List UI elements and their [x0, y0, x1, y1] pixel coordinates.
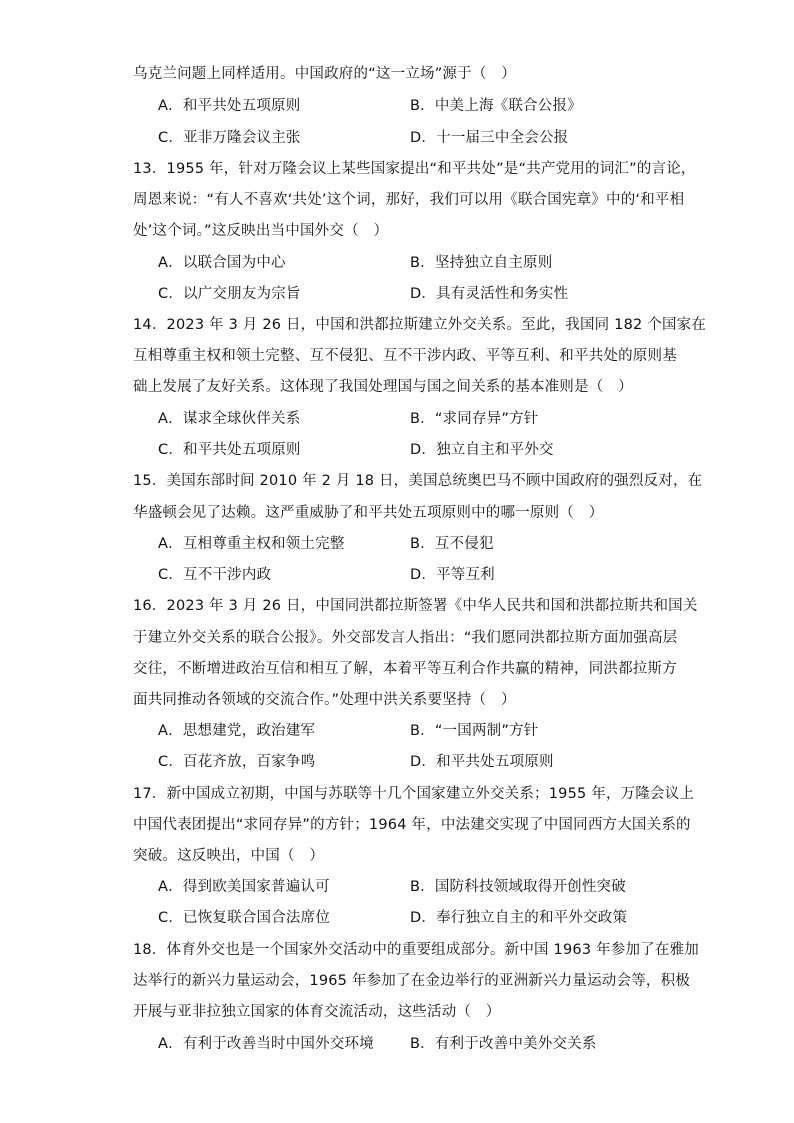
q18-stem-line-3: 开展与亚非拉独立国家的体育交流活动，这些活动（ ）	[133, 1004, 501, 1020]
q16-stem-line-4: 面共同推动各领域的交流合作。”处理中洪关系要坚持（ ）	[133, 692, 516, 708]
q16-stem-line-3: 交往，不断增进政治互信和相互了解，本着平等互利合作共赢的精神，同洪都拉斯方	[133, 661, 677, 677]
q15-option-d[interactable]: D．平等互利	[410, 567, 495, 583]
q14-option-b[interactable]: B．“求同存异”方针	[410, 411, 539, 427]
q16-option-d[interactable]: D．和平共处五项原则	[410, 754, 554, 770]
q12-stem-line: 乌克兰问题上同样适用。中国政府的“这一立场”源于（ ）	[133, 66, 516, 82]
q14-option-d[interactable]: D．独立自主和平外交	[410, 442, 554, 458]
q17-stem-line-2: 中国代表团提出“求同存异”的方针；1964 年，中法建交实现了中国同西方大国关系的	[133, 817, 691, 833]
q18-stem-line-2: 达举行的新兴力量运动会，1965 年参加了在金边举行的亚洲新兴力量运动会等，积极	[133, 973, 691, 989]
q13-option-a[interactable]: A．以联合国为中心	[158, 255, 286, 271]
q12-option-d[interactable]: D．十一届三中全会公报	[410, 130, 569, 146]
q17-option-a[interactable]: A．得到欧美国家普遍认可	[158, 879, 330, 895]
q12-option-b[interactable]: B．中美上海《联合公报》	[410, 98, 582, 114]
q17-option-b[interactable]: B．国防科技领域取得开创性突破	[410, 879, 626, 895]
q16-stem-line-2: 于建立外交关系的联合公报》。外交部发言人指出：“我们愿同洪都拉斯方面加强高层	[133, 630, 678, 646]
q13-stem-line-1: 13．1955 年，针对万隆会议上某些国家提出“和平共处”是“共产党用的词汇”的言论，	[133, 161, 696, 177]
q14-option-c[interactable]: C．和平共处五项原则	[158, 442, 301, 458]
q14-stem-line-3: 础上发展了友好关系。这体现了我国处理国与国之间关系的基本准则是（ ）	[133, 379, 633, 395]
q16-option-a[interactable]: A．思想建党，政治建军	[158, 723, 316, 739]
q16-option-b[interactable]: B．“一国两制”方针	[410, 723, 539, 739]
q18-option-b[interactable]: B．有利于改善中美外交关系	[410, 1036, 597, 1052]
q18-stem-line-1: 18．体育外交也是一个国家外交活动中的重要组成部分。新中国 1963 年参加了在雅加	[133, 942, 699, 958]
q13-option-d[interactable]: D．具有灵活性和务实性	[410, 286, 569, 302]
q17-stem-line-3: 突破。这反映出，中国（ ）	[133, 848, 325, 864]
q16-stem-line-1: 16．2023 年 3 月 26 日，中国同洪都拉斯签署《中华人民共和国和洪都拉斯共和国关	[133, 598, 698, 614]
q17-option-c[interactable]: C．已恢复联合国合法席位	[158, 910, 331, 926]
q15-option-a[interactable]: A．互相尊重主权和领土完整	[158, 536, 345, 552]
q14-stem-line-2: 互相尊重主权和领土完整、互不侵犯、互不干涉内政、平等互利、和平共处的原则基	[133, 348, 677, 364]
q13-option-b[interactable]: B．坚持独立自主原则	[410, 255, 553, 271]
q14-option-a[interactable]: A．谋求全球伙伴关系	[158, 411, 301, 427]
q12-option-a[interactable]: A．和平共处五项原则	[158, 98, 301, 114]
q12-option-c[interactable]: C．亚非万隆会议主张	[158, 130, 301, 146]
q15-stem-line-2: 华盛顿会见了达赖。这严重威胁了和平共处五项原则中的哪一原则（ ）	[133, 505, 604, 521]
q13-option-c[interactable]: C．以广交朋友为宗旨	[158, 286, 301, 302]
q18-option-a[interactable]: A．有利于改善当时中国外交环境	[158, 1036, 374, 1052]
q15-stem-line-1: 15．美国东部时间 2010 年 2 月 18 日，美国总统奥巴马不顾中国政府的强烈反对，在	[133, 473, 703, 489]
q14-stem-line-1: 14．2023 年 3 月 26 日，中国和洪都拉斯建立外交关系。至此，我国同 182 个国家在	[133, 317, 707, 333]
q13-stem-line-3: 处’这个词。”这反映出当中国外交（ ）	[133, 223, 389, 239]
q15-option-b[interactable]: B．互不侵犯	[410, 536, 494, 552]
q13-stem-line-2: 周恩来说：“有人不喜欢‘共处’这个词，那好，我们可以用《联合国宪章》中的‘和平相	[133, 192, 685, 208]
q15-option-c[interactable]: C．互不干涉内政	[158, 567, 272, 583]
q16-option-c[interactable]: C．百花齐放，百家争鸣	[158, 754, 316, 770]
q17-stem-line-1: 17．新中国成立初期，中国与苏联等十几个国家建立外交关系；1955 年，万隆会议上	[133, 786, 695, 802]
q17-option-d[interactable]: D．奉行独立自主的和平外交政策	[410, 910, 628, 926]
